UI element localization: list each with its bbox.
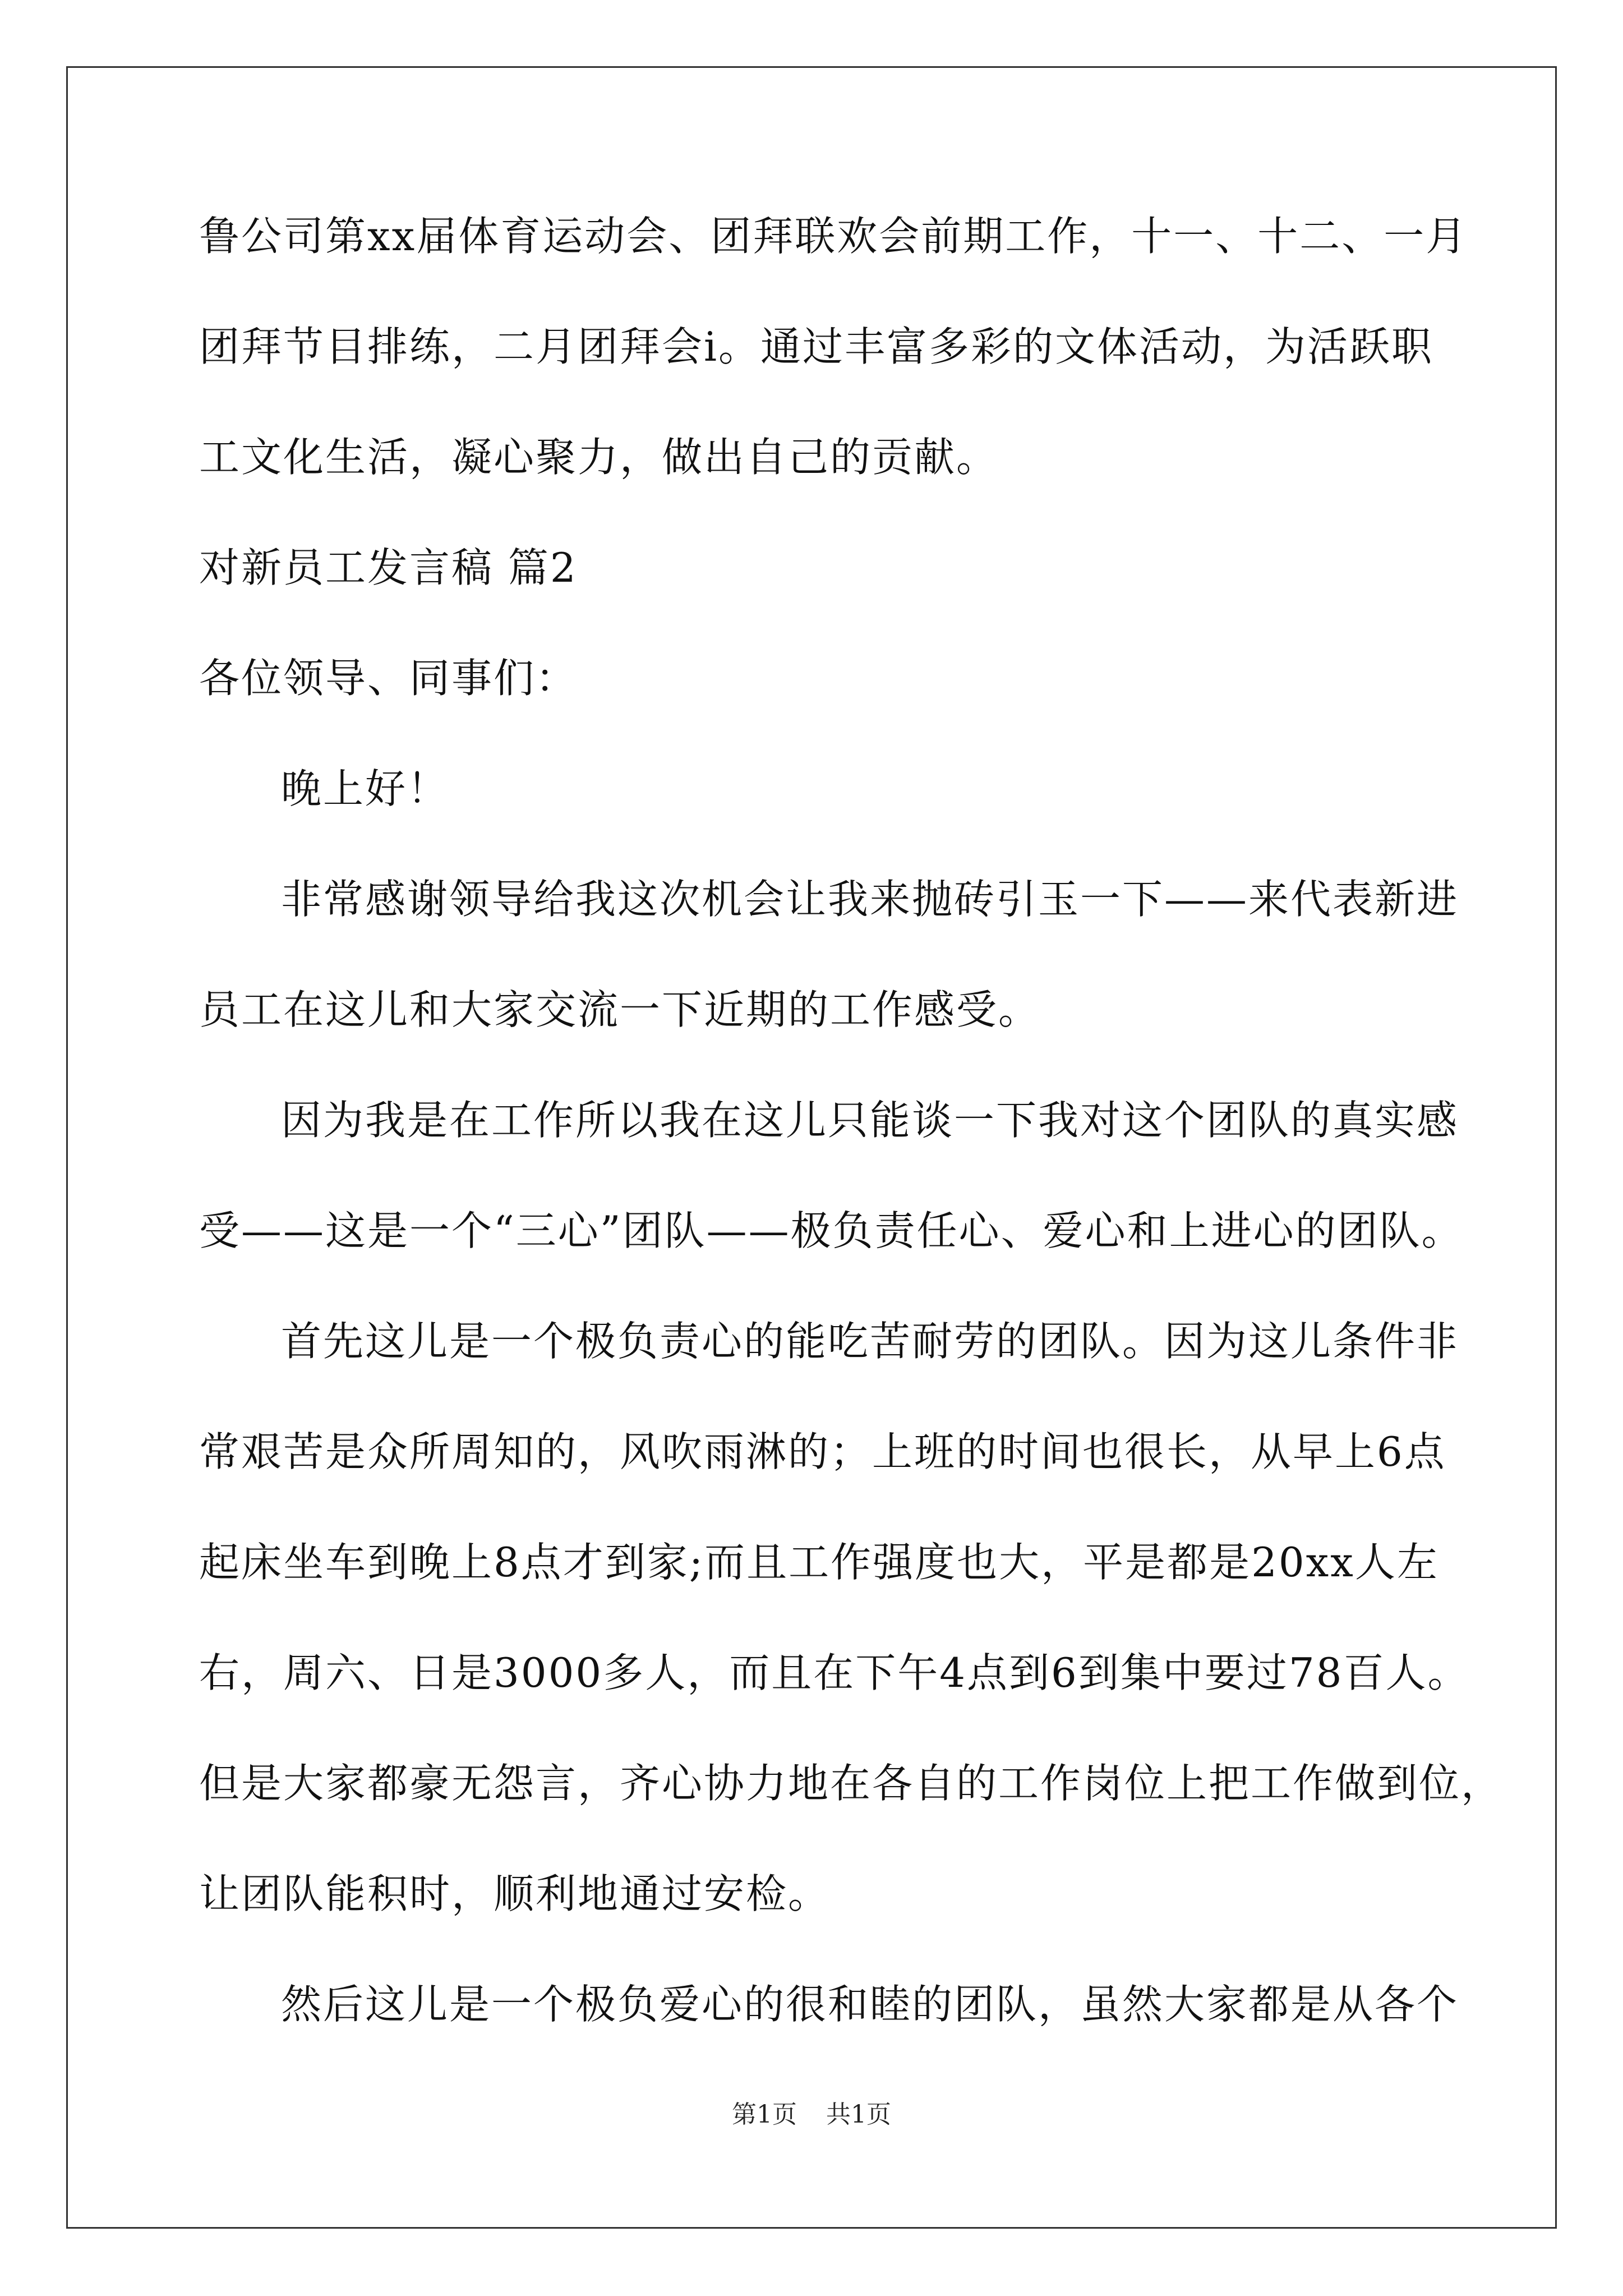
body-line: 起床坐车到晚上8点才到家;而且工作强度也大，平是都是20xx人左	[199, 1539, 1439, 1586]
body-line: 受——这是一个“三心”团队——极负责任心、爱心和上进心的团队。	[199, 1207, 1464, 1254]
body-line: 常艰苦是众所周知的，风吹雨淋的；上班的时间也很长，从早上6点	[199, 1428, 1446, 1475]
body-line: 非常感谢领导给我这次机会让我来抛砖引玉一下——来代表新进	[281, 876, 1459, 923]
body-line: 但是大家都豪无怨言，齐心协力地在各自的工作岗位上把工作做到位，	[199, 1760, 1504, 1807]
page-footer	[0, 2102, 1623, 2127]
body-line: 员工在这儿和大家交流一下近期的工作感受。	[199, 986, 1041, 1033]
body-line: 右，周六、日是3000多人，而且在下午4点到6到集中要过78百人。	[199, 1649, 1470, 1696]
body-line: 让团队能积时，顺利地通过安检。	[199, 1870, 831, 1917]
body-line: 然后这儿是一个极负爱心的很和睦的团队，虽然大家都是从各个	[281, 1981, 1459, 2028]
greeting: 晚上好！	[281, 765, 450, 812]
body-line: 团拜节目排练，二月团拜会i。通过丰富多彩的文体活动，为活跃职	[199, 323, 1434, 370]
body-line: 工文化生活，凝心聚力，做出自己的贡献。	[199, 434, 999, 481]
salutation: 各位领导、同事们：	[199, 655, 578, 702]
body-line: 鲁公司第xx届体育运动会、团拜联欢会前期工作，十一、十二、一月	[199, 213, 1468, 260]
body-line: 首先这儿是一个极负责心的能吃苦耐劳的团队。因为这儿条件非	[281, 1318, 1459, 1365]
section-heading: 对新员工发言稿 篇2	[199, 544, 578, 591]
page-total: 共1页	[826, 2100, 891, 2129]
page-number: 第1页	[732, 2100, 797, 2129]
body-line: 因为我是在工作所以我在这儿只能谈一下我对这个团队的真实感	[281, 1097, 1459, 1144]
document-body	[199, 213, 1504, 2028]
